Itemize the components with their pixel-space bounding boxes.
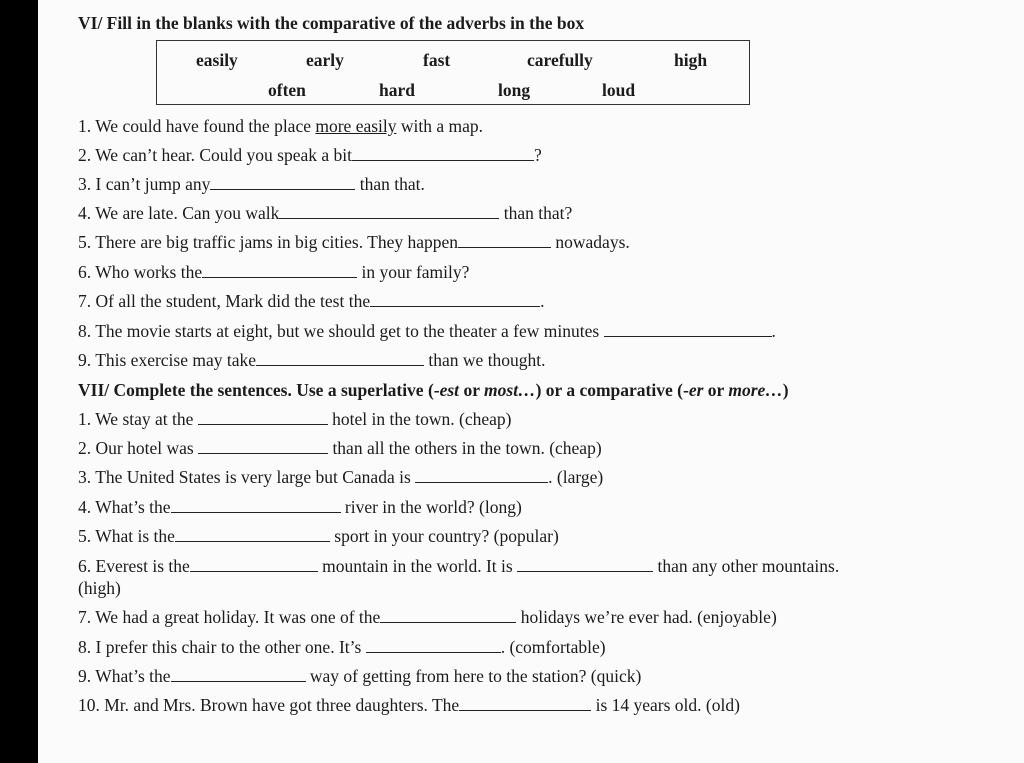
answer-blank[interactable] — [604, 320, 772, 337]
exercise-item: 4. We are late. Can you walk than that? — [78, 203, 573, 223]
exercise-item: 8. I prefer this chair to the other one. It’s . (comfortable) — [78, 637, 606, 657]
word-box-item: long — [498, 80, 531, 100]
answer-blank[interactable] — [458, 231, 551, 248]
exercise-item: 4. What’s the river in the world? (long) — [78, 497, 522, 517]
answer-blank[interactable] — [459, 694, 591, 711]
answer-blank[interactable] — [370, 290, 540, 307]
word-box-item: easily — [196, 50, 238, 70]
answer-blank[interactable] — [279, 202, 499, 219]
exercise-item: 10. Mr. and Mrs. Brown have got three daughters. The is 14 years old. (old) — [78, 695, 740, 715]
answer-blank[interactable] — [198, 408, 328, 425]
exercise-item: 5. There are big traffic jams in big cities. They happen nowadays. — [78, 232, 630, 252]
answer-blank[interactable] — [202, 261, 357, 278]
word-box-item: early — [306, 50, 344, 70]
answer-blank[interactable] — [415, 466, 548, 483]
answer-blank[interactable] — [352, 144, 534, 161]
answer-blank[interactable] — [380, 606, 516, 623]
answer-blank[interactable] — [171, 496, 341, 513]
exercise-item: 9. This exercise may take than we thought. — [78, 350, 546, 370]
exercise-item: 2. Our hotel was than all the others in the town. (cheap) — [78, 438, 602, 458]
exercise-item: 5. What is the sport in your country? (popular) — [78, 526, 559, 546]
answer-blank[interactable] — [210, 173, 355, 190]
word-box-item: carefully — [527, 50, 593, 70]
word-box-item: often — [268, 80, 306, 100]
answer-blank[interactable] — [190, 555, 318, 572]
exercise-item: 2. We can’t hear. Could you speak a bit ? — [78, 145, 542, 165]
answer-blank[interactable] — [256, 349, 424, 366]
answer-blank[interactable] — [175, 525, 330, 542]
word-box-item: fast — [423, 50, 451, 70]
answer-filled: more easily — [315, 116, 397, 136]
exercise-item: 8. The movie starts at eight, but we should get to the theater a few minutes . — [78, 321, 776, 341]
answer-blank[interactable] — [171, 665, 306, 682]
exercise-item: 6. Everest is the mountain in the world. It is than any other mountains. — [78, 556, 840, 576]
word-box — [156, 40, 750, 105]
word-box-item: loud — [602, 80, 636, 100]
exercise-item: 1. We could have found the place more easily with a map. — [78, 116, 484, 136]
exercise-item: 7. Of all the student, Mark did the test the . — [78, 291, 545, 311]
exercise-item: 3. I can’t jump any than that. — [78, 174, 425, 194]
exercise-item: 3. The United States is very large but Canada is . (large) — [78, 467, 604, 487]
section-6-heading: VI/ Fill in the blanks with the comparative of the adverbs in the box — [78, 13, 585, 33]
answer-blank[interactable] — [517, 555, 653, 572]
section-7-heading: VII/ Complete the sentences. Use a superlative (-est or most…) or a comparative (-er or more…) — [78, 380, 789, 400]
exercise-item: 7. We had a great holiday. It was one of the holidays we’re ever had. (enjoyable) — [78, 607, 777, 627]
exercise-item: 6. Who works the in your family? — [78, 262, 470, 282]
exercise-item-continued: (high) — [78, 578, 121, 598]
answer-blank[interactable] — [366, 636, 501, 653]
exercise-item: 9. What’s the way of getting from here to the station? (quick) — [78, 666, 642, 686]
exercise-item: 1. We stay at the hotel in the town. (cheap) — [78, 409, 512, 429]
word-box-item: hard — [379, 80, 415, 100]
word-box-item: high — [674, 50, 708, 70]
answer-blank[interactable] — [198, 437, 328, 454]
